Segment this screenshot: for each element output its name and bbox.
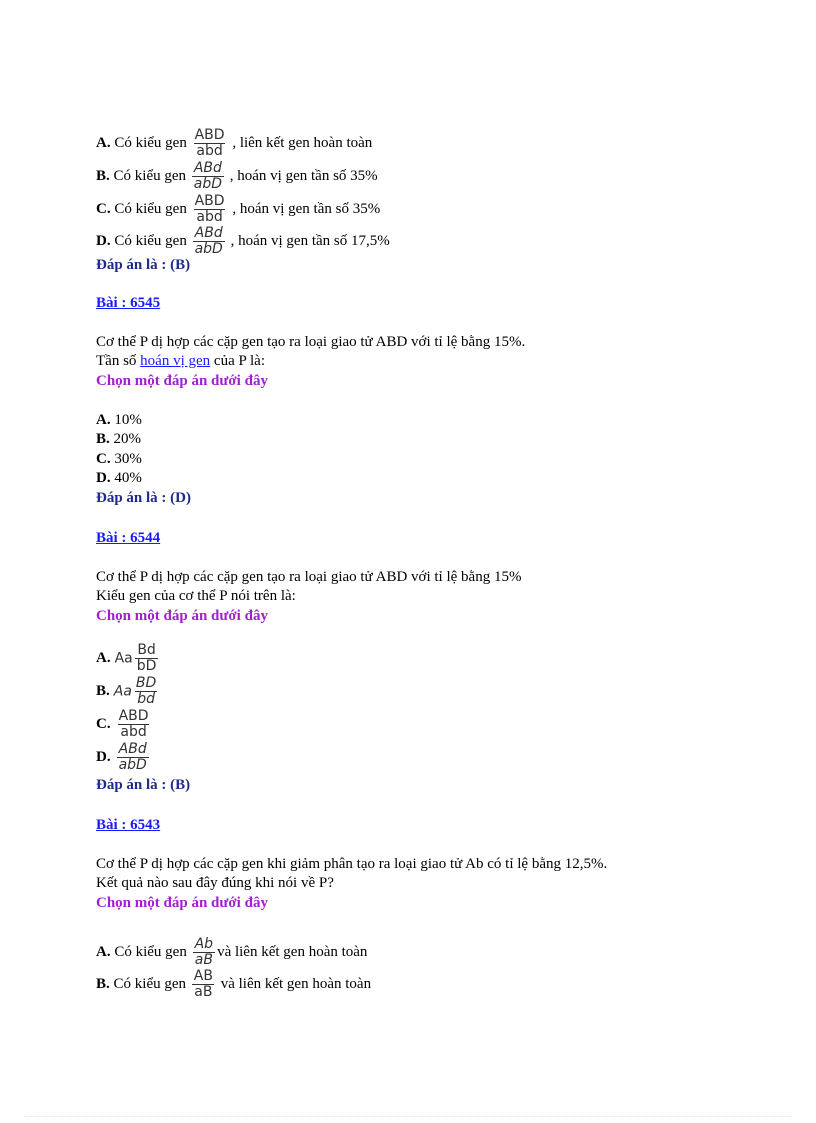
option-text: Có kiểu gen — [109, 167, 190, 184]
choose-prompt: Chọn một đáp án dưới đây — [96, 895, 268, 911]
option-c — [96, 708, 153, 740]
fraction-numerator: ABD — [118, 708, 149, 725]
option-text: , hoán vị gen tần số 17,5% — [226, 232, 390, 249]
fraction-denominator: abD — [193, 176, 223, 192]
question-title[interactable] — [96, 529, 160, 547]
question-title[interactable] — [96, 816, 160, 834]
genotype-prefix: Aa — [114, 650, 133, 667]
fraction-denominator: abD — [194, 241, 223, 257]
option-letter: C. — [96, 716, 111, 732]
option-text: Có kiểu gen — [110, 200, 191, 217]
option-letter: B. — [96, 683, 110, 699]
option-letter: D. — [96, 232, 111, 249]
genotype-fraction — [193, 128, 227, 159]
genotype-fraction — [192, 969, 215, 1000]
fraction-numerator: ABd — [193, 160, 222, 176]
question-title[interactable] — [96, 294, 160, 312]
option-text: và liên kết gen hoàn toàn — [216, 975, 372, 992]
option-c — [96, 450, 142, 468]
fraction-denominator: abd — [196, 209, 223, 225]
option-text: Có kiểu gen — [109, 975, 190, 992]
option-a — [96, 411, 142, 429]
fraction-denominator: bD — [136, 658, 157, 675]
hoan-vi-gen-link[interactable]: hoán vị gen — [140, 353, 211, 369]
option-text: Có kiểu gen — [110, 232, 191, 249]
choose-prompt: Chọn một đáp án dưới đây — [96, 373, 268, 389]
genotype-fraction — [117, 742, 149, 773]
option-text: 10% — [110, 412, 142, 428]
option-letter: A. — [96, 134, 111, 151]
genotype-fraction — [135, 643, 159, 674]
fraction-denominator: abD — [118, 757, 147, 774]
option-b — [96, 969, 371, 1000]
question-text: Kết quả nào sau đây đúng khi nói về P? — [96, 875, 334, 891]
fraction-numerator: ABd — [194, 225, 223, 241]
question-text: Cơ thể P dị hợp các cặp gen tạo ra loại giao tử ABD với tỉ lệ bằng 15%. — [96, 334, 526, 350]
option-text: , hoán vị gen tần số 35% — [228, 200, 381, 217]
fraction-numerator: Bd — [137, 642, 156, 659]
genotype-fraction — [193, 226, 225, 257]
option-c — [96, 194, 380, 225]
fraction-denominator: abd — [120, 724, 147, 741]
question-text: Tần số — [96, 353, 141, 369]
choose-prompt: Chọn một đáp án dưới đây — [96, 608, 268, 624]
option-b — [96, 430, 141, 448]
fraction-numerator: ABD — [194, 127, 225, 143]
fraction-numerator: AB — [193, 968, 213, 984]
fraction-numerator: ABD — [194, 193, 225, 209]
genotype-fraction — [193, 194, 227, 225]
question-text: Cơ thể P dị hợp các cặp gen tạo ra loại giao tử ABD với tỉ lệ bằng 15% — [96, 569, 522, 585]
option-text: 30% — [110, 451, 142, 467]
option-a — [96, 642, 160, 675]
question-title-link[interactable]: Bài : 6544 — [96, 530, 161, 546]
option-d — [96, 469, 142, 487]
fraction-numerator: ABd — [118, 741, 147, 758]
option-letter: C. — [96, 200, 111, 217]
option-letter: B. — [96, 431, 110, 447]
option-letter: A. — [96, 943, 111, 960]
option-a — [96, 937, 367, 968]
genotype-fraction — [134, 676, 158, 707]
genotype-fraction — [192, 161, 224, 192]
option-letter: C. — [96, 451, 111, 467]
option-text: 20% — [109, 431, 142, 447]
question-text-line2 — [96, 352, 265, 370]
option-text: , hoán vị gen tần số 35% — [226, 167, 378, 184]
fraction-denominator: bd — [137, 691, 155, 708]
answer-line: Đáp án là : (B) — [96, 257, 191, 273]
option-letter: A. — [96, 412, 111, 428]
option-text: Có kiểu gen — [110, 943, 191, 960]
question-title-link[interactable]: Bài : 6543 — [96, 817, 161, 833]
fraction-numerator: BD — [135, 675, 157, 692]
answer-line: Đáp án là : (D) — [96, 490, 192, 506]
fraction-denominator: aB — [194, 952, 213, 968]
fraction-denominator: abd — [196, 143, 223, 159]
option-text: , liên kết gen hoàn toàn — [228, 134, 373, 151]
answer-line: Đáp án là : (B) — [96, 777, 191, 793]
option-a — [96, 128, 372, 159]
page-footer-divider — [24, 1116, 792, 1117]
question-text: Kiểu gen của cơ thể P nói trên là: — [96, 588, 296, 604]
option-letter: D. — [96, 749, 111, 765]
fraction-numerator: Ab — [194, 936, 214, 952]
option-letter: A. — [96, 650, 111, 666]
fraction-denominator: aB — [194, 984, 213, 1000]
genotype-prefix: Aa — [113, 683, 132, 700]
option-b — [96, 161, 378, 192]
genotype-fraction — [193, 937, 215, 968]
question-text: của P là: — [210, 353, 265, 369]
option-text: Có kiểu gen — [110, 134, 191, 151]
option-letter: B. — [96, 167, 110, 184]
option-letter: B. — [96, 975, 110, 992]
question-title-link[interactable]: Bài : 6545 — [96, 295, 161, 311]
option-d — [96, 741, 151, 773]
option-d — [96, 226, 390, 257]
option-text: và liên kết gen hoàn toàn — [217, 943, 368, 960]
option-letter: D. — [96, 470, 111, 486]
genotype-fraction — [117, 709, 151, 740]
question-text: Cơ thể P dị hợp các cặp gen khi giảm phân tạo ra loại giao tử Ab có tỉ lệ bằng 12,5%. — [96, 856, 608, 872]
option-b — [96, 675, 160, 708]
option-text: 40% — [110, 470, 142, 486]
